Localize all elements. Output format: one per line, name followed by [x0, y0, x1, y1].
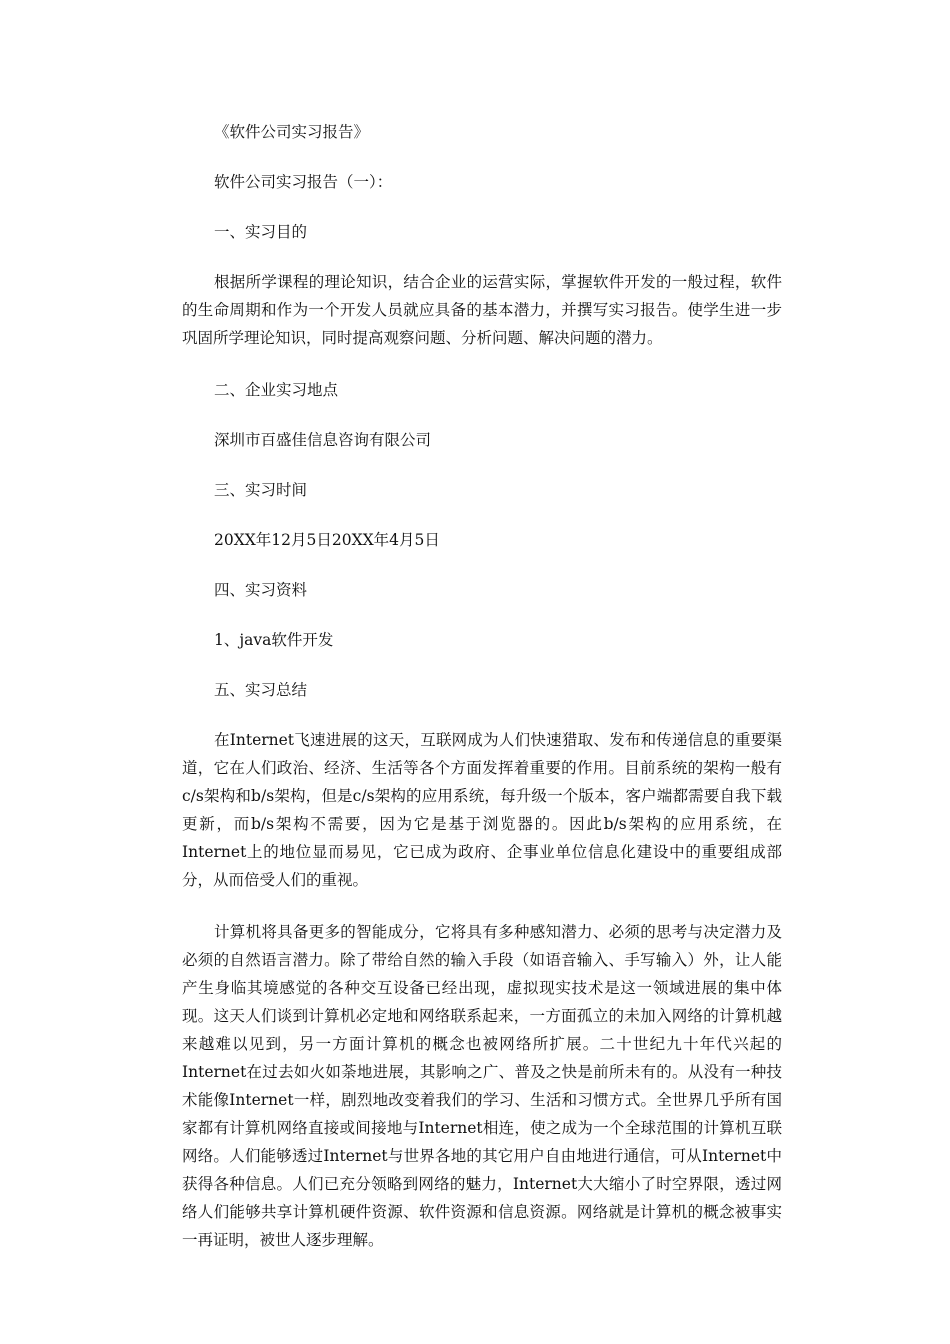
summary-paragraph-1: 在Internet飞速进展的这天，互联网成为人们快速猎取、发布和传递信息的重要渠道，它在人们政治、经济、生活等各个方面发挥着重要的作用。目前系统的架构一般有c/s架构和b/s架构，但是c/s架构的应用系统，每升级一个版本，客户端都需要自我下载更新，而b/s架构不需要，因为它是基于浏览器的。因此b/s架构的应用系统，在Internet上的地位显而易见，它已成为政府、企事业单位信息化建设中的重要组成部分，从而倍受人们的重视。 — [182, 731, 782, 889]
summary-paragraph-2: 计算机将具备更多的智能成分，它将具有多种感知潜力、必须的思考与决定潜力及必须的自然语言潜力。除了带给自然的输入手段（如语音输入、手写输入）外，让人能产生身临其境感觉的各种交互设备已经出现，虚拟现实技术是这一领域进展的集中体现。这天人们谈到计算机必定地和网络联系起来，一方面孤立的未加入网络的计算机越来越难以见到，另一方面计算机的概念也被网络所扩展。二十世纪九十年代兴起的Internet在过去如火如荼地进展，其影响之广、普及之快是前所未有的。从没有一种技术能像Internet一样，剧烈地改变着我们的学习、生活和习惯方式。全世界几乎所有国家都有计算机网络直接或间接地与Internet相连，使之成为一个全球范围的计算机互联网络。人们能够透过Internet与世界各地的其它用户自由地进行通信，可从Internet中获得各种信息。人们已充分领略到网络的魅力，Internet大大缩小了时空界限，透过网络人们能够共享计算机硬件资源、软件资源和信息资源。网络就是计算机的概念被事实一再证明，被世人逐步理解。 — [182, 923, 782, 1249]
section-heading-location: 二、企业实习地点 — [214, 381, 339, 399]
section-heading-materials: 四、实习资料 — [214, 581, 308, 599]
section-heading-time: 三、实习时间 — [214, 481, 308, 499]
document-title: 《软件公司实习报告》 — [214, 123, 370, 141]
document-body — [182, 118, 782, 1276]
section-body-purpose: 根据所学课程的理论知识，结合企业的运营实际，掌握软件开发的一般过程，软件的生命周期和作为一个开发人员就应具备的基本潜力，并撰写实习报告。使学生进一步巩固所学理论知识，同时提高观察问题、分析问题、解决问题的潜力。 — [182, 273, 782, 347]
section-body-materials: 1、java软件开发 — [214, 631, 334, 649]
section-body-location: 深圳市百盛佳信息咨询有限公司 — [214, 431, 432, 449]
section-heading-summary: 五、实习总结 — [214, 681, 308, 699]
section-body-time: 20XX年12月5日20XX年4月5日 — [214, 531, 440, 549]
section-heading-purpose: 一、实习目的 — [214, 223, 308, 241]
document-subtitle: 软件公司实习报告（一）： — [214, 173, 393, 191]
